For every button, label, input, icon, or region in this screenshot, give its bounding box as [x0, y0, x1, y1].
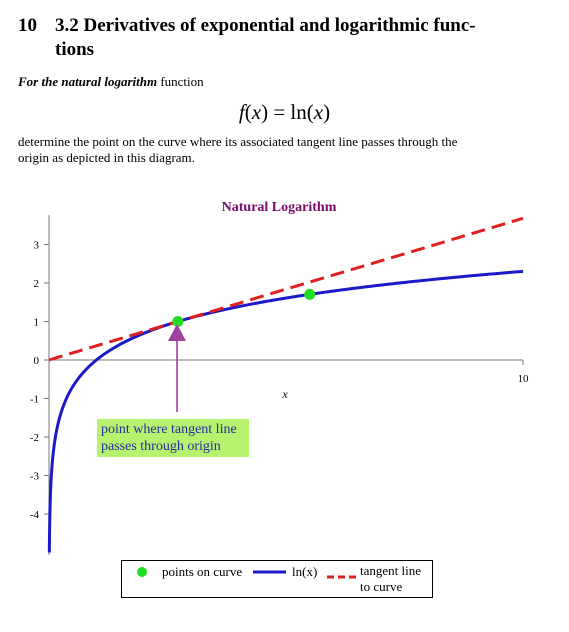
- y-tick-label: -1: [29, 393, 39, 406]
- y-tick-label: -3: [29, 470, 39, 483]
- curve-point: [172, 316, 183, 327]
- tangent-line: [49, 218, 523, 360]
- section-title-line1: 3.2 Derivatives of exponential and logarithmic func-: [55, 15, 476, 36]
- section-title-line2: tions: [55, 39, 95, 60]
- section-heading: [18, 14, 538, 62]
- ln-curve: [49, 271, 523, 552]
- curve-point: [304, 289, 315, 300]
- legend-tangent-label: [360, 563, 421, 595]
- formula-close: ): [323, 100, 331, 124]
- chart-title: Natural Logarithm: [221, 200, 337, 215]
- formula-x: x: [251, 100, 262, 124]
- natural-log-chart: [0, 190, 569, 560]
- intro-line: [18, 74, 204, 90]
- section-number: 10: [18, 15, 37, 36]
- formula: [0, 100, 569, 125]
- y-tick-label: 0: [33, 355, 39, 367]
- intro-rest: function: [157, 74, 204, 89]
- legend-points-label: points on curve: [162, 564, 243, 579]
- legend-tangent-line2: to curve: [360, 579, 403, 594]
- x-ticks: [518, 360, 530, 385]
- curve-points: [172, 289, 315, 327]
- y-ticks: [30, 240, 49, 522]
- formula-x2: x: [313, 100, 324, 124]
- formula-eq: = ln(: [268, 100, 314, 124]
- legend-ln-label: ln(x): [292, 564, 318, 579]
- y-tick-label: -4: [29, 509, 39, 521]
- y-tick-label: 2: [33, 278, 39, 290]
- callout-arrow: [168, 324, 186, 412]
- legend-point-marker: [137, 567, 147, 577]
- intro-lead: For the natural logarithm: [18, 74, 158, 89]
- formula-rparen: ): [261, 100, 269, 124]
- tangent-callout: point where tangent line passes through origin: [97, 419, 249, 457]
- x-axis-label: x: [282, 387, 288, 401]
- y-tick-label: 3: [33, 239, 39, 252]
- formula-lparen: (: [244, 100, 252, 124]
- problem-paragraph: determine the point on the curve where its associated tangent line passes through the origin as depicted in this diagram.: [18, 134, 458, 165]
- y-tick-label: -2: [29, 432, 39, 444]
- y-tick-label: 1: [33, 316, 39, 329]
- chart-legend: [121, 560, 433, 598]
- x-tick-label: 10: [517, 373, 529, 385]
- legend-tangent-line1: tangent line: [360, 563, 422, 578]
- formula-f: f: [238, 100, 245, 124]
